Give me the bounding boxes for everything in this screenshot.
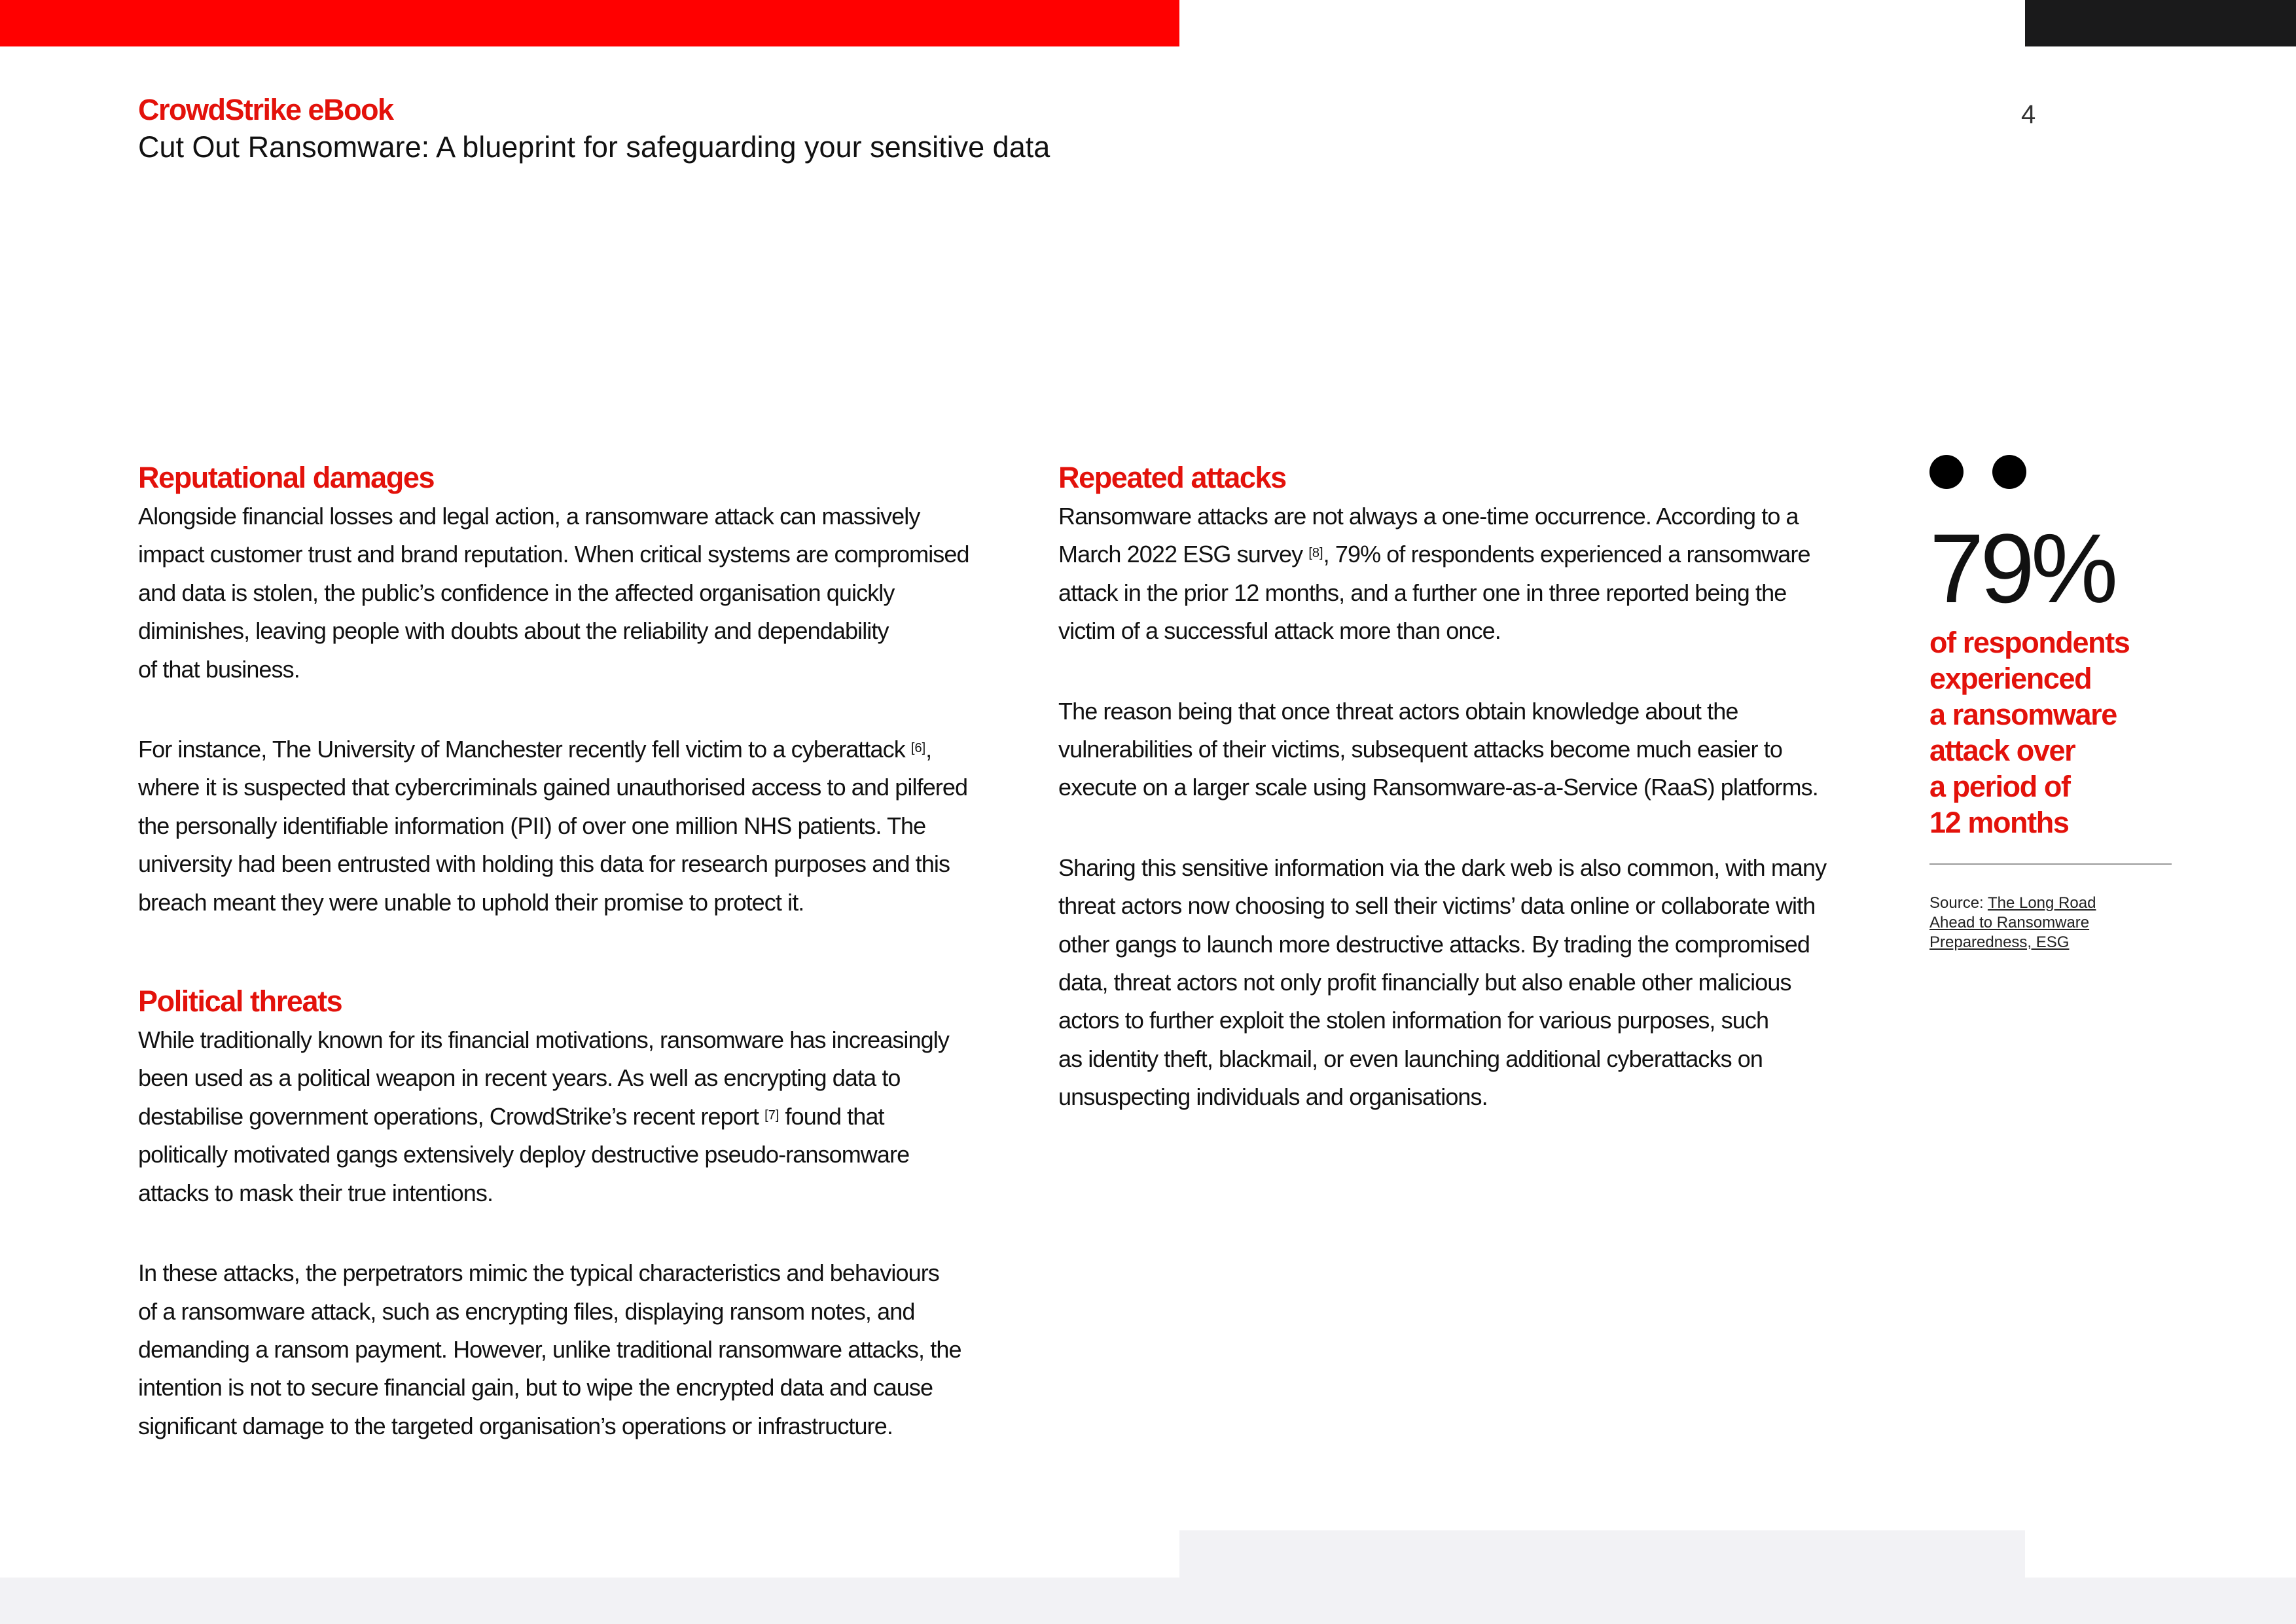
paragraph-text: , 79% of respondents experienced a ransomware attack in the prior 12 months, and a further one in three reported being the victim of a successful attack more than once. <box>1058 541 1810 645</box>
paragraph-text: While traditionally known for its financial motivations, ransomware has increasingly been used as a political weapon in recent years. As well as encrypting data to destabilise government operations, CrowdStrike’s recent report <box>138 1026 949 1130</box>
dot-icon <box>1992 455 2026 489</box>
reference-marker-6: [6] <box>910 741 926 756</box>
top-dark-bar <box>2025 0 2296 46</box>
paragraph-repeated-1 <box>1058 497 1890 651</box>
heading-political-threats: Political threats <box>138 984 342 1019</box>
source-link-line-2: Ahead to Ransomware <box>1929 914 2090 931</box>
source-link-line-1: The Long Road <box>1987 894 2096 912</box>
source-link-line-3: Preparedness, ESG <box>1929 933 2070 951</box>
paragraph-reputational-2 <box>138 731 1035 922</box>
top-red-bar <box>0 0 1179 46</box>
dot-icon <box>1929 455 1964 489</box>
document-title: Cut Out Ransomware: A blueprint for safeguarding your sensitive data <box>138 130 1050 164</box>
left-column <box>138 458 1035 1445</box>
heading-repeated-attacks: Repeated attacks <box>1058 461 1286 494</box>
footer-tab-block <box>1179 1530 2025 1579</box>
source-prefix: Source: <box>1929 894 1988 912</box>
stat-label: of respondents experienced a ransomware attack over a period of 12 months <box>1929 626 2130 839</box>
paragraph-text: For instance, The University of Manchester recently fell victim to a cyberattack <box>138 736 911 763</box>
brand-label: CrowdStrike eBook <box>138 93 393 126</box>
stat-value: 79% <box>1929 513 2115 623</box>
middle-column <box>1058 458 1890 1117</box>
footer-band <box>0 1578 2296 1624</box>
paragraph-text: found that politically motivated gangs extensively deploy destructive pseudo-ransomware attacks to mask their true intentions. <box>138 1102 910 1206</box>
reference-marker-8: [8] <box>1308 546 1323 561</box>
stat-source <box>1929 893 2178 952</box>
paragraph-repeated-3: Sharing this sensitive information via the dark web is also common, with many threat actors now choosing to sell their victims’ data online or collaborate with other gangs to launch more destructive attacks. By trading the compromised data, threat actors not only profit financially but also enable other malicious actors to further exploit the stolen information for various purposes, such as identity theft, blackmail, or even launching additional cyberattacks on unsuspecting individuals and organisations. <box>1058 854 1827 1111</box>
stat-divider <box>1929 863 2172 865</box>
paragraph-political-1 <box>138 1021 1035 1212</box>
decorative-dots <box>1929 455 2178 492</box>
reference-marker-7: [7] <box>764 1108 780 1123</box>
paragraph-reputational-1: Alongside financial losses and legal action, a ransomware attack can massively impact customer trust and brand reputation. When critical systems are compromised and data is stolen, the public’s confidence in the affected organisation quickly diminishes, leaving people with doubts about the reliability and dependability of that business. <box>138 503 969 683</box>
heading-reputational-damages: Reputational damages <box>138 461 435 494</box>
paragraph-text: , where it is suspected that cybercriminals gained unauthorised access to and pilfered the personally identifiable information (PII) of over one million NHS patients. The university had been entrusted with holding this data for research purposes and this breach meant they were unable to uphold their promise to protect it. <box>138 736 968 916</box>
paragraph-repeated-2: The reason being that once threat actors obtain knowledge about the vulnerabilities of their victims, subsequent attacks become much easier to execute on a larger scale using Ransomware-as-a-Service (RaaS) platforms. <box>1058 697 1818 801</box>
stat-callout <box>1929 455 2178 952</box>
paragraph-text: Ransomware attacks are not always a one-time occurrence. According to a March 2022 ESG survey <box>1058 503 1799 568</box>
page-number: 4 <box>2021 100 2036 129</box>
paragraph-political-2: In these attacks, the perpetrators mimic the typical characteristics and behaviours of a ransomware attack, such as encrypting files, displaying ransom notes, and demanding a ransom payment. However, unlike traditional ransomware attacks, the intention is not to secure financial gain, but to wipe the encrypted data and cause significant damage to the targeted organisation’s operations or infrastructure. <box>138 1259 961 1439</box>
